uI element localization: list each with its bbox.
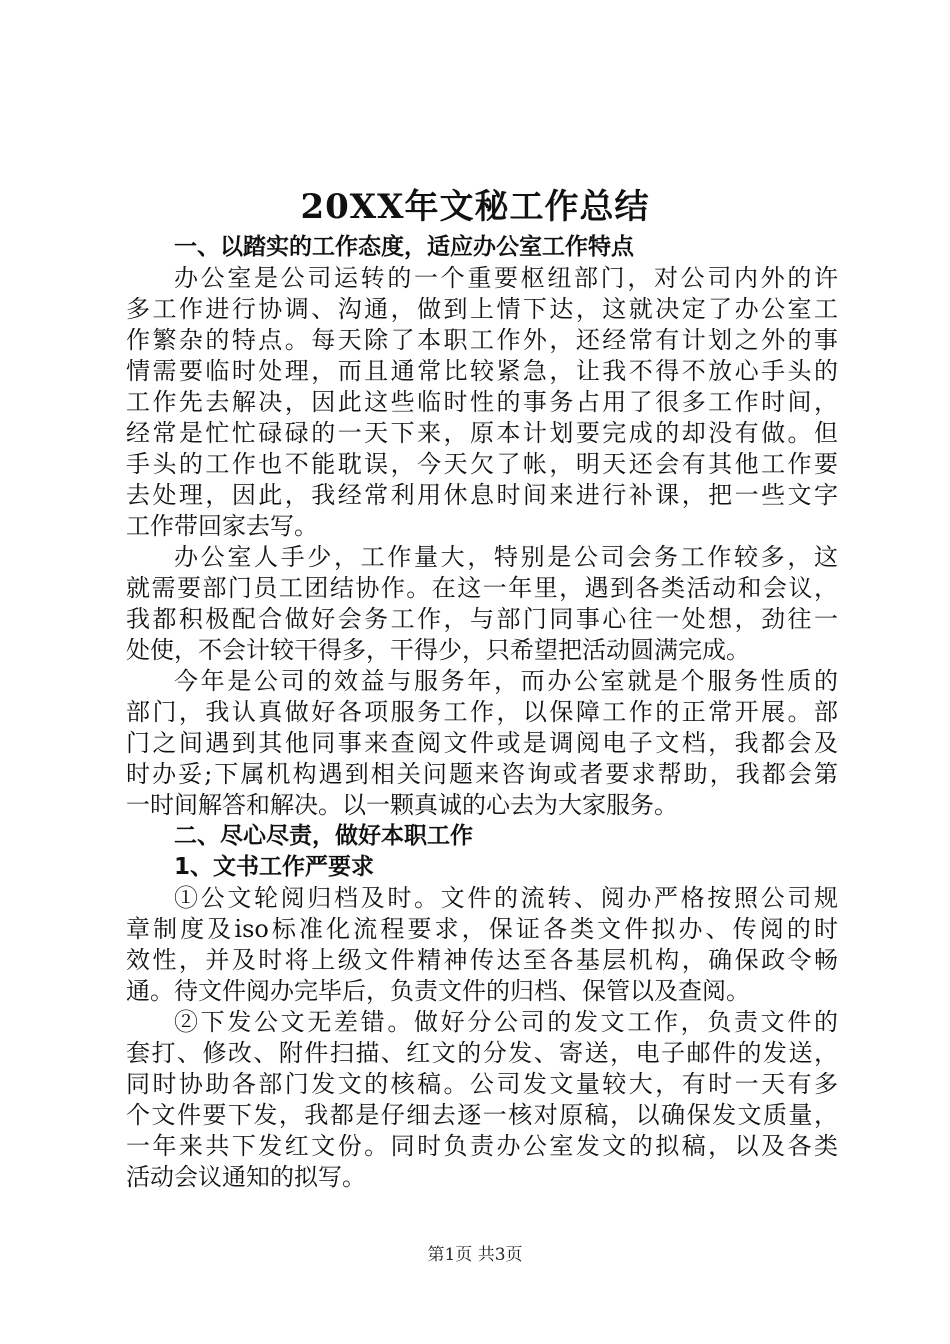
page-footer: 第1页 共3页 xyxy=(427,1245,523,1265)
paragraph-line: 章制度及iso标准化流程要求，保证各类文件拟办、传阅的时 xyxy=(126,915,838,943)
paragraph xyxy=(126,883,838,1007)
paragraph-line: 通。待文件阅办完毕后，负责文件的归档、保管以及查阅。 xyxy=(126,977,750,1005)
paragraph-line: ①公文轮阅归档及时。文件的流转、阅办严格按照公司规 xyxy=(174,884,838,912)
paragraph-line: 活动会议通知的拟写。 xyxy=(126,1163,366,1191)
paragraph-line: 去处理，因此，我经常利用休息时间来进行补课，把一些文字 xyxy=(126,481,838,509)
paragraph-line: 我都积极配合做好会务工作，与部门同事心往一处想，劲往一 xyxy=(126,605,838,633)
paragraph-line: 效性，并及时将上级文件精神传达至各基层机构，确保政令畅 xyxy=(126,946,838,974)
document-body xyxy=(126,232,838,1193)
paragraph-line: 工作带回家去写。 xyxy=(126,512,318,540)
paragraph-line: 手头的工作也不能耽误，今天欠了帐，明天还会有其他工作要 xyxy=(126,450,838,478)
paragraph-line: 套打、修改、附件扫描、红文的分发、寄送，电子邮件的发送， xyxy=(126,1039,838,1067)
paragraph-line: 部门，我认真做好各项服务工作，以保障工作的正常开展。部 xyxy=(126,698,838,726)
paragraph-line: 情需要临时处理，而且通常比较紧急，让我不得不放心手头的 xyxy=(126,357,838,385)
document-title: 20XX年文秘工作总结 xyxy=(300,187,650,227)
paragraph xyxy=(126,1007,838,1193)
paragraph-line: 同时协助各部门发文的核稿。公司发文量较大，有时一天有多 xyxy=(126,1070,838,1098)
paragraph-line: 办公室人手少，工作量大，特别是公司会务工作较多，这 xyxy=(174,543,838,571)
paragraph-line: 工作先去解决，因此这些临时性的事务占用了很多工作时间， xyxy=(126,388,838,416)
paragraph-line: 多工作进行协调、沟通，做到上情下达，这就决定了办公室工 xyxy=(126,295,838,323)
paragraph-line: 今年是公司的效益与服务年，而办公室就是个服务性质的 xyxy=(174,667,838,695)
paragraph xyxy=(126,542,838,666)
section-heading: 二、尽心尽责，做好本职工作 xyxy=(174,823,473,849)
paragraph-line: 办公室是公司运转的一个重要枢纽部门，对公司内外的许 xyxy=(174,264,838,292)
section-heading: 一、以踏实的工作态度，适应办公室工作特点 xyxy=(174,234,634,260)
paragraph-line: 个文件要下发，我都是仔细去逐一核对原稿，以确保发文质量， xyxy=(126,1101,838,1129)
paragraph-line: 门之间遇到其他同事来查阅文件或是调阅电子文档，我都会及 xyxy=(126,729,838,757)
section-heading: 1、文书工作严要求 xyxy=(174,854,375,880)
paragraph-line: 时办妥;下属机构遇到相关问题来咨询或者要求帮助，我都会第 xyxy=(126,760,838,788)
paragraph-line: ②下发公文无差错。做好分公司的发文工作，负责文件的 xyxy=(174,1008,838,1036)
paragraph-line: 就需要部门员工团结协作。在这一年里，遇到各类活动和会议， xyxy=(126,574,838,602)
paragraph-line: 一时间解答和解决。以一颗真诚的心去为大家服务。 xyxy=(126,791,678,819)
paragraph-line: 经常是忙忙碌碌的一天下来，原本计划要完成的却没有做。但 xyxy=(126,419,838,447)
paragraph-line: 一年来共下发红文份。同时负责办公室发文的拟稿，以及各类 xyxy=(126,1132,838,1160)
paragraph xyxy=(126,666,838,821)
paragraph-line: 处使，不会计较干得多，干得少，只希望把活动圆满完成。 xyxy=(126,636,750,664)
paragraph-line: 作繁杂的特点。每天除了本职工作外，还经常有计划之外的事 xyxy=(126,326,838,354)
paragraph xyxy=(126,263,838,542)
